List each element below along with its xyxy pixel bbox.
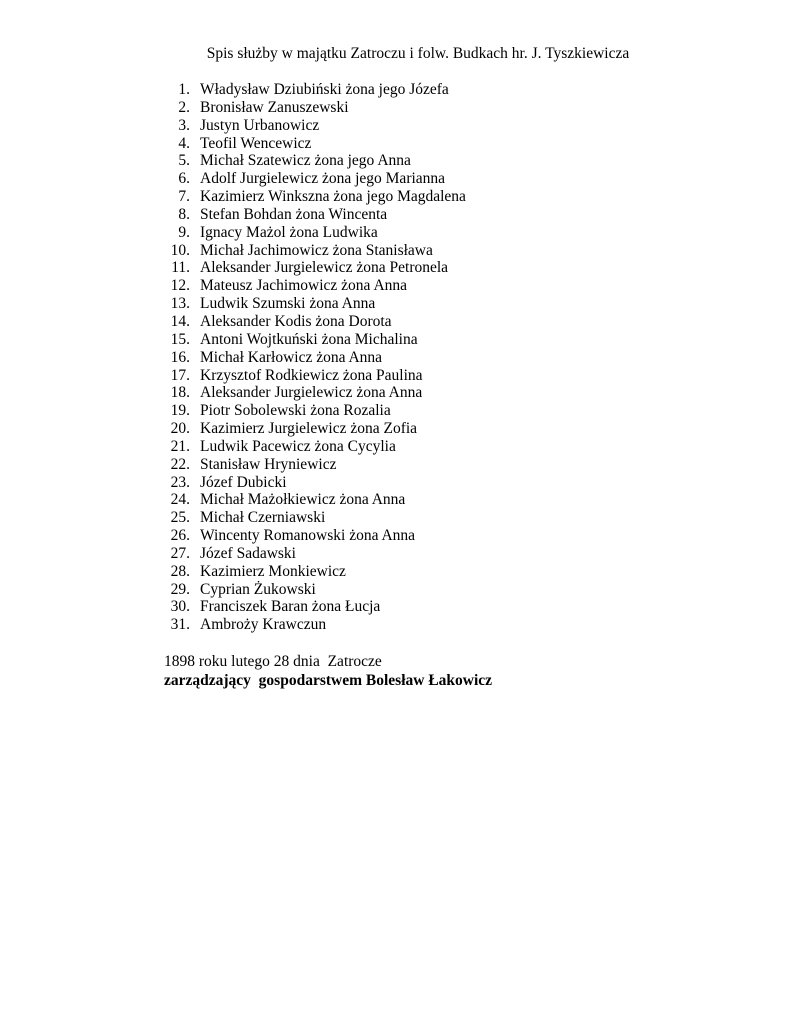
list-item-name: Bronisław Zanuszewski <box>200 98 349 116</box>
list-item-number: 26. <box>170 527 190 545</box>
list-item-name: Mateusz Jachimowicz żona Anna <box>200 277 408 295</box>
list-item-name: Wincenty Romanowski żona Anna <box>200 527 416 545</box>
list-item <box>155 242 466 260</box>
list-item-number: 12. <box>170 277 190 295</box>
list-item-number: 13. <box>170 295 190 313</box>
list-item <box>155 170 466 188</box>
list-item-name: Kazimierz Winkszna żona jego Magdalena <box>200 188 466 206</box>
list-item <box>155 295 466 313</box>
list-item <box>155 581 466 599</box>
list-item-name: Ignacy Mażol żona Ludwika <box>200 223 378 241</box>
list-item <box>155 117 466 135</box>
list-item-number: 8. <box>178 205 190 223</box>
list-item-number: 22. <box>170 455 190 473</box>
list-item-name: Cyprian Żukowski <box>200 580 316 598</box>
list-item-number: 27. <box>170 544 190 562</box>
list-item-name: Ludwik Pacewicz żona Cycylia <box>200 437 396 455</box>
list-item <box>155 367 466 385</box>
list-item-number: 6. <box>178 170 190 188</box>
list-item-name: Józef Sadawski <box>200 544 296 562</box>
list-item <box>155 152 466 170</box>
list-item-number: 11. <box>171 259 190 277</box>
list-item-number: 24. <box>170 491 190 509</box>
list-item <box>155 527 466 545</box>
list-item-number: 23. <box>170 473 190 491</box>
list-item <box>155 509 466 527</box>
list-item-name: Ambroży Krawczun <box>200 616 327 634</box>
list-item-name: Kazimierz Jurgielewicz żona Zofia <box>200 420 418 438</box>
list-item-number: 31. <box>170 616 190 634</box>
list-item-name: Aleksander Kodis żona Dorota <box>200 312 392 330</box>
list-item-name: Aleksander Jurgielewicz żona Anna <box>200 384 423 402</box>
document-title: Spis służby w majątku Zatroczu i folw. Budkach hr. J. Tyszkiewicza <box>206 45 630 62</box>
staff-list <box>164 81 466 634</box>
list-item-name: Ludwik Szumski żona Anna <box>200 295 376 313</box>
list-item-name: Michał Mażołkiewicz żona Anna <box>200 491 406 509</box>
list-item-number: 16. <box>170 348 190 366</box>
list-item <box>155 224 466 242</box>
list-item-number: 18. <box>170 384 190 402</box>
list-item-name: Stefan Bohdan żona Wincenta <box>200 205 388 223</box>
list-item-number: 3. <box>178 116 190 134</box>
list-item <box>155 563 466 581</box>
list-item <box>155 474 466 492</box>
list-item-name: Teofil Wencewicz <box>200 134 312 152</box>
list-item-name: Michał Jachimowicz żona Stanisława <box>200 241 433 259</box>
list-item <box>155 331 466 349</box>
list-item-number: 1. <box>178 81 190 98</box>
list-item-number: 4. <box>178 134 190 152</box>
list-item <box>155 598 466 616</box>
list-item <box>155 420 466 438</box>
list-item <box>155 81 466 99</box>
list-item-number: 20. <box>170 420 190 438</box>
list-item <box>155 259 466 277</box>
list-item-name: Aleksander Jurgielewicz żona Petronela <box>200 259 449 277</box>
list-item-number: 29. <box>170 580 190 598</box>
list-item-name: Piotr Sobolewski żona Rozalia <box>200 402 391 420</box>
list-item-name: Antoni Wojtkuński żona Michalina <box>200 330 418 348</box>
list-item-number: 9. <box>178 223 190 241</box>
list-item-name: Józef Dubicki <box>200 473 287 491</box>
list-item-number: 21. <box>170 437 190 455</box>
list-item-number: 17. <box>170 366 190 384</box>
list-item-name: Krzysztof Rodkiewicz żona Paulina <box>200 366 423 384</box>
list-item-number: 10. <box>170 241 190 259</box>
list-item-name: Franciszek Baran żona Łucja <box>200 598 381 616</box>
list-item <box>155 313 466 331</box>
list-item <box>155 456 466 474</box>
list-item-name: Michał Czerniawski <box>200 509 326 527</box>
list-item <box>155 349 466 367</box>
list-item-number: 19. <box>170 402 190 420</box>
list-item-name: Stanisław Hryniewicz <box>200 455 337 473</box>
list-item-name: Adolf Jurgielewicz żona jego Marianna <box>200 170 446 188</box>
list-item <box>155 99 466 117</box>
list-item-number: 30. <box>170 598 190 616</box>
list-item-number: 5. <box>178 152 190 170</box>
list-item-number: 28. <box>170 562 190 580</box>
document-footer <box>164 652 492 690</box>
list-item <box>155 277 466 295</box>
list-item <box>155 491 466 509</box>
list-item-number: 2. <box>178 98 190 116</box>
list-item <box>155 616 466 634</box>
signature-line: zarządzający gospodarstwem Bolesław Łakowicz <box>164 672 493 689</box>
list-item <box>155 188 466 206</box>
list-item <box>155 135 466 153</box>
list-item-name: Michał Karłowicz żona Anna <box>200 348 383 366</box>
list-item-number: 14. <box>170 312 190 330</box>
list-item <box>155 438 466 456</box>
list-item-name: Kazimierz Monkiewicz <box>200 562 346 580</box>
list-item-name: Michał Szatewicz żona jego Anna <box>200 152 411 170</box>
list-item <box>155 545 466 563</box>
list-item-name: Władysław Dziubiński żona jego Józefa <box>200 81 449 98</box>
list-item-number: 7. <box>178 188 190 206</box>
list-item <box>155 384 466 402</box>
list-item-number: 15. <box>170 330 190 348</box>
list-item-number: 25. <box>170 509 190 527</box>
date-line: 1898 roku lutego 28 dnia Zatrocze <box>164 653 382 670</box>
list-item <box>155 206 466 224</box>
list-item <box>155 402 466 420</box>
list-item-name: Justyn Urbanowicz <box>200 116 320 134</box>
